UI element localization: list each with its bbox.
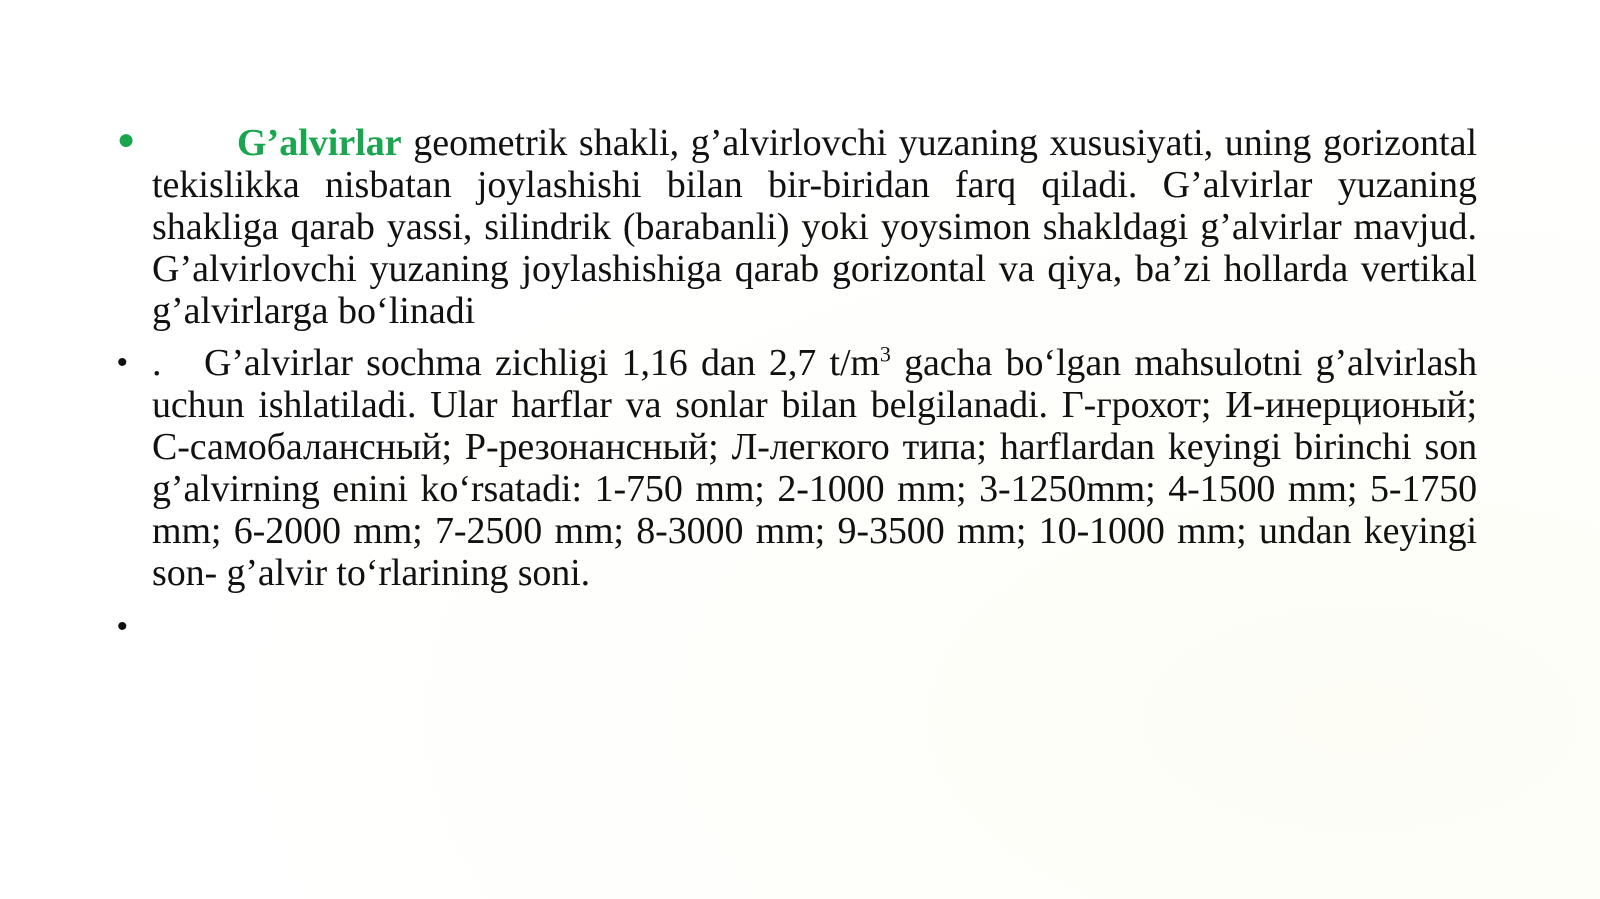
- bullet-item-sieve-density: [117, 342, 1477, 594]
- bullet-dot-icon: •: [117, 346, 128, 379]
- bullet-text-after-superscript: gacha bo‘lgan mahsulotni g’alvirlash uchun ishlatiladi. Ular harflar va sonlar bilan belgilanadi. Г-грохот; И-инерционый; С-самобалансный; Р-резонансный; Л-легкого типа; harflardan keyingi birinchi son g’alvirning enini ko‘rsatadi: 1-750 mm; 2-1000 mm; 3-1250mm; 4-1500 mm; 5-1750 mm; 6-2000 mm; 7-2500 mm; 8-3000 mm; 9-3500 mm; 10-1000 mm; undan keyingi son- g’alvir to‘rlarining soni.: [152, 342, 1477, 594]
- term-highlight: G’alvirlar: [237, 122, 402, 164]
- bullet-list: [117, 122, 1477, 648]
- bullet-item-sieve-shape: [117, 122, 1477, 332]
- bullet-dot-icon: •: [117, 610, 128, 643]
- lead-period: .: [152, 342, 162, 384]
- superscript: 3: [879, 341, 891, 367]
- bullet-text: geometrik shakli, g’alvirlovchi yuzaning xususiyati, uning gorizontal tekislikka nisbatan joylashishi bilan bir-biridan farq qiladi. G’alvirlar yuzaning shakliga qarab yassi, silindrik (barabanli) yoki yoysimon shakldagi g’alvirlar mavjud. G’alvirlovchi yuzaning joylashishiga qarab gorizontal va qiya, ba’zi hollarda vertikal g’alvirlarga bo‘linadi: [152, 122, 1478, 332]
- bullet-dot-icon: ●: [117, 123, 136, 156]
- bullet-text-before-superscript: G’alvirlar sochma zichligi 1,16 dan 2,7 t/m: [204, 342, 880, 384]
- bullet-item-empty: [117, 606, 1477, 648]
